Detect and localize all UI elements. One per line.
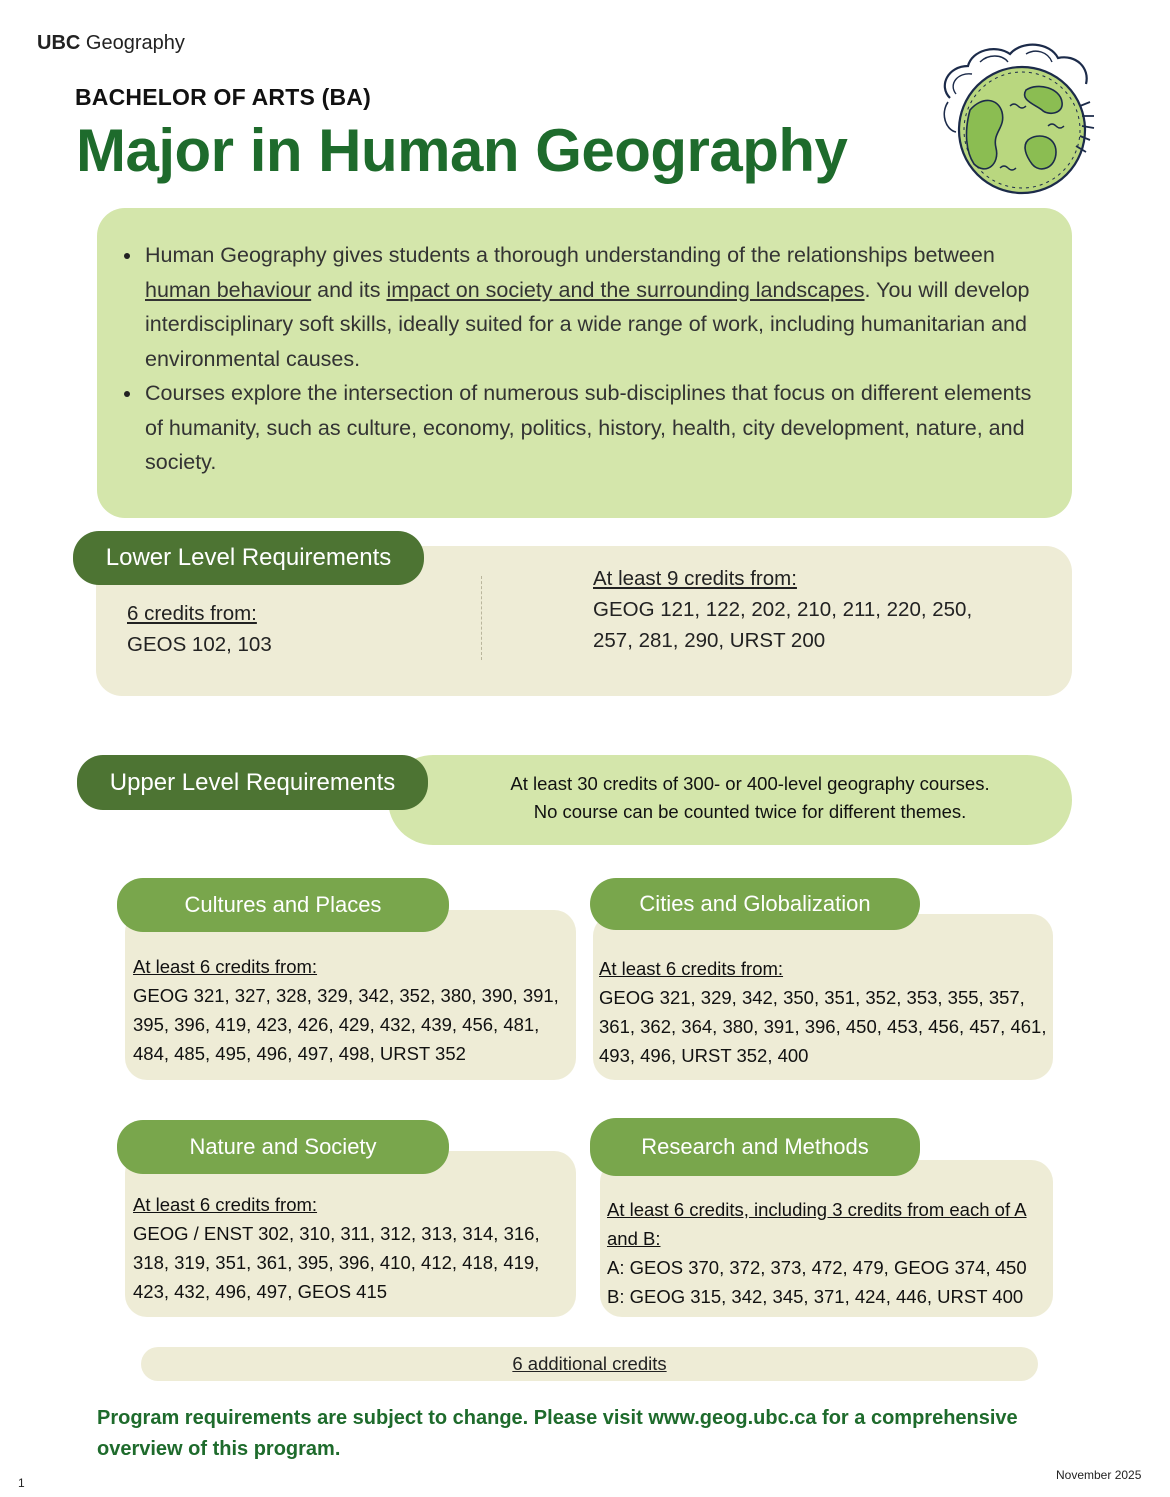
brand-logo-text (37, 32, 185, 55)
impact-text: impact on society and the surrounding landscapes (386, 277, 865, 302)
intro-text: . You will develop interdisciplinary soft skills, ideally suited for a wide range of work, including humanitarian and environmental causes. (145, 277, 1030, 371)
upper-line-2: No course can be counted twice for different themes. (533, 801, 967, 822)
theme-heading-research: Research and Methods (590, 1118, 920, 1176)
brand-dept: Geography (80, 32, 185, 54)
theme-heading-cultures: Cultures and Places (117, 878, 449, 932)
theme-heading-nature: Nature and Society (117, 1120, 449, 1174)
intro-bullet (145, 238, 1054, 376)
degree-label: BACHELOR OF ARTS (BA) (75, 84, 371, 110)
intro-text: and its (311, 277, 387, 302)
theme-courses: GEOG 321, 327, 328, 329, 342, 352, 380, 390, 391, 395, 396, 419, 423, 426, 429, 432, 439, 456, 481, 484, 485, 495, 496, 497, 498, URST 352 (133, 985, 559, 1064)
globe-icon (930, 36, 1100, 196)
theme-body-nature (133, 1190, 573, 1306)
theme-courses-b: B: GEOG 315, 342, 345, 371, 424, 446, URST 400 (607, 1286, 1024, 1307)
theme-label: At least 6 credits from: (133, 1194, 318, 1215)
lower-left-label: 6 credits from: (127, 602, 257, 625)
intro-panel (97, 208, 1072, 518)
lower-requirements-heading: Lower Level Requirements (73, 531, 424, 585)
upper-requirements-heading: Upper Level Requirements (77, 755, 428, 810)
publish-date: November 2025 (1056, 1468, 1142, 1482)
intro-bullet: Courses explore the intersection of numerous sub-disciplines that focus on different elements of humanity, such as culture, economy, politics, history, health, city development, nature, and society. (145, 376, 1054, 480)
intro-list (145, 238, 1054, 480)
theme-label: At least 6 credits from: (133, 956, 318, 977)
page-number: 1 (18, 1476, 25, 1490)
brand-ubc: UBC (37, 32, 81, 54)
additional-credits-text: 6 additional credits (512, 1353, 667, 1374)
theme-courses: GEOG 321, 329, 342, 350, 351, 352, 353, 355, 357, 361, 362, 364, 380, 391, 396, 450, 453, 456, 457, 461, 493, 496, URST 352, 400 (599, 987, 1047, 1066)
theme-body-cities (599, 954, 1049, 1070)
upper-requirements-text (400, 770, 1100, 826)
theme-body-research (607, 1195, 1052, 1311)
theme-label: At least 6 credits from: (599, 958, 784, 979)
page-title: Major in Human Geography (76, 117, 848, 184)
additional-credits-bar (141, 1347, 1038, 1381)
lower-right-block (593, 563, 1013, 656)
human-behaviour-text: human behaviour (145, 277, 312, 302)
intro-text: Human Geography gives students a thorough understanding of the relationships between (145, 243, 995, 267)
theme-heading-cities: Cities and Globalization (590, 878, 920, 930)
lower-left-courses: GEOS 102, 103 (127, 633, 272, 656)
theme-courses: GEOG / ENST 302, 310, 311, 312, 313, 314, 316, 318, 319, 351, 361, 395, 396, 410, 412, 418, 419, 423, 432, 496, 497, GEOS 415 (133, 1223, 540, 1302)
lower-right-courses: GEOG 121, 122, 202, 210, 211, 220, 250, 257, 281, 290, URST 200 (593, 598, 973, 652)
divider (481, 576, 482, 660)
theme-body-cultures (133, 952, 573, 1068)
footer-note: Program requirements are subject to change. Please visit www.geog.ubc.ca for a comprehensive overview of this program. (97, 1407, 1018, 1460)
upper-line-1: At least 30 credits of 300- or 400-level geography courses. (510, 773, 990, 794)
theme-courses-a: A: GEOS 370, 372, 373, 472, 479, GEOG 374, 450 (607, 1257, 1027, 1278)
theme-label: At least 6 credits, including 3 credits from each of A and B: (607, 1199, 1027, 1249)
lower-left-block (127, 598, 272, 660)
lower-right-label: At least 9 credits from: (593, 567, 797, 590)
